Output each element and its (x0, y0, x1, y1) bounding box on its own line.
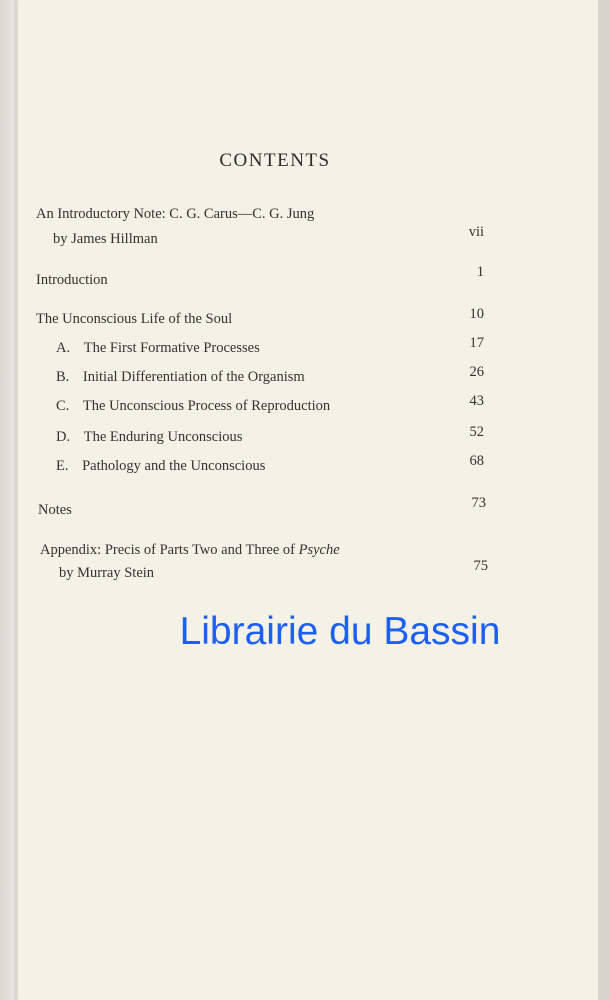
toc-page-number: 1 (476, 264, 484, 280)
contents-title: CONTENTS (219, 150, 331, 171)
toc-subentry-e (56, 458, 265, 475)
toc-subentry-c (56, 398, 330, 415)
toc-entry-appendix (40, 542, 340, 559)
toc-entry-title-italic: Psyche (298, 542, 340, 558)
toc-subentry-b (56, 369, 305, 386)
toc-subentry-letter: C. (56, 398, 70, 414)
toc-page-number: vii (468, 224, 484, 240)
toc-entry-subtitle (53, 231, 158, 248)
toc-subentry-d (56, 429, 242, 446)
toc-subentry-title: The Enduring Unconscious (83, 429, 243, 445)
toc-page-number: 68 (469, 453, 484, 469)
toc-subentry-a (56, 340, 260, 357)
toc-page-number: 75 (473, 558, 488, 574)
toc-page-number: 43 (469, 393, 484, 409)
toc-subentry-letter: E. (56, 458, 69, 474)
toc-entry-unconscious-life: The Unconscious Life of the Soul (36, 311, 233, 327)
toc-subentry-letter: A. (56, 340, 71, 356)
toc-page-number: 10 (469, 306, 484, 322)
page-edge (598, 0, 610, 1000)
toc-subentry-title: The First Formative Processes (83, 340, 260, 356)
toc-subentry-title: Pathology and the Unconscious (82, 458, 266, 474)
toc-entry-title: Appendix: Precis of Parts Two and Three of (40, 542, 299, 558)
toc-page-number: 26 (469, 364, 484, 380)
toc-entry-notes: Notes (38, 502, 72, 518)
toc-page-number: 73 (471, 495, 486, 511)
toc-entry-introduction: Introduction (36, 272, 108, 288)
toc-entry-subtitle (59, 565, 154, 582)
toc-subentry-title: The Unconscious Process of Reproduction (82, 398, 331, 414)
toc-page-number: 52 (469, 424, 484, 440)
toc-entry-author: by James Hillman (53, 231, 158, 247)
watermark-text: Librairie du Bassin (179, 610, 501, 653)
toc-subentry-title: Initial Differentiation of the Organism (82, 369, 305, 385)
toc-page-number: 17 (469, 335, 484, 351)
book-page (18, 0, 598, 1000)
toc-entry-title: An Introductory Note: C. G. Carus—C. G. Jung (36, 206, 315, 222)
toc-entry-intro-note (36, 206, 314, 223)
toc-subentry-letter: D. (56, 429, 71, 445)
toc-entry-author: by Murray Stein (59, 565, 155, 581)
toc-subentry-letter: B. (56, 369, 70, 385)
